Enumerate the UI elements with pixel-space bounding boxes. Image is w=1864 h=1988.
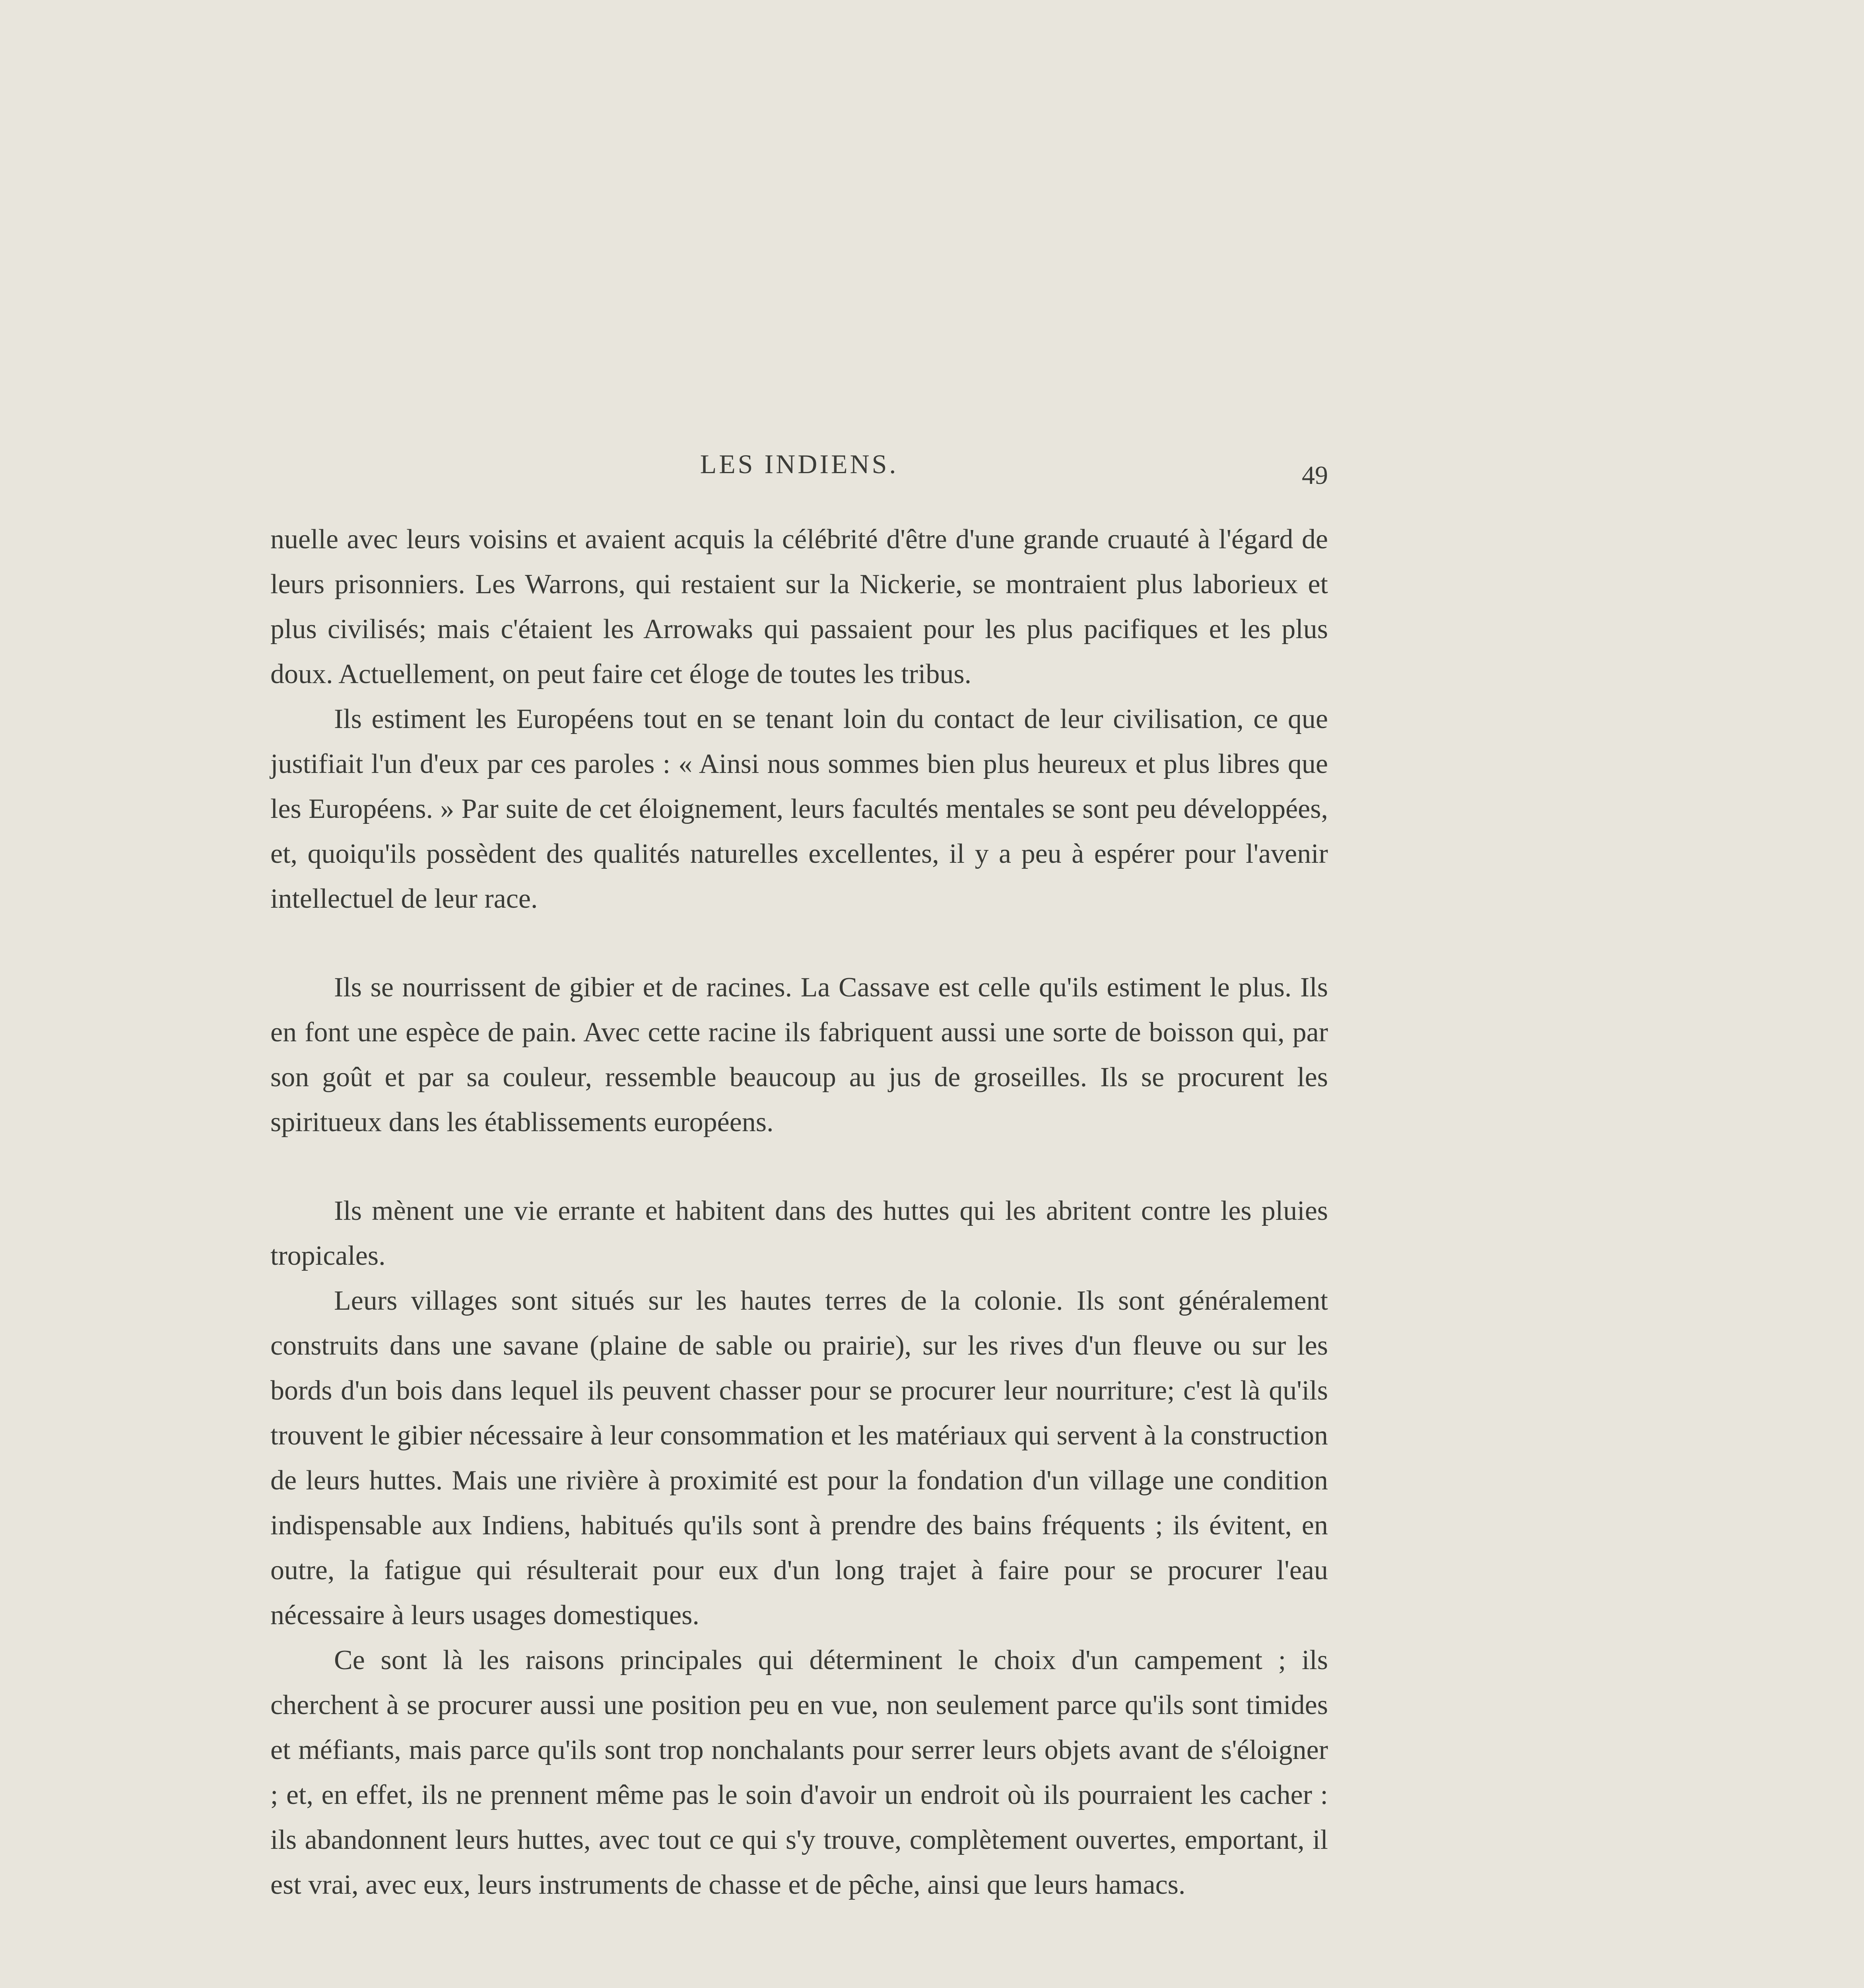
paragraph-europeens: Ils estiment les Européens tout en se tenant loin du contact de leur civilisation, ce que justifiait l'un d'eux par ces paroles : « Ainsi nous sommes bien plus heureux et plus libres que les Européens. » Par suite de cet éloignement, leurs facultés mentales se sont peu développées, et, quoiqu'ils possèdent des qualités naturelles excellentes, il y a peu à espérer pour l'avenir intellectuel de leur race.: [270, 704, 1328, 914]
page-number: 49: [1302, 461, 1328, 490]
paragraph-vie-errante: Ils mènent une vie errante et habitent dans des huttes qui les abritent contre les pluies tropicales.: [270, 1196, 1328, 1271]
paragraph-campement: Ce sont là les raisons principales qui déterminent le choix d'un campement ; ils cherchent à se procurer aussi une position peu en vue, non seulement parce qu'ils sont timides et méfiants, mais parce qu'ils sont trop nonchalants pour serrer leurs objets avant de s'éloigner ; et, en effet, ils ne prennent même pas le soin d'avoir un endroit où ils pourraient les cacher : ils abandonnent leurs huttes, avec tout ce qui s'y trouve, complètement ouvertes, emportant, il est vrai, avec eux, leurs instruments de chasse et de pêche, ainsi que leurs hamacs.: [270, 1645, 1328, 1900]
body-text: [270, 517, 1328, 1907]
paragraph-continuation: nuelle avec leurs voisins et avaient acquis la célébrité d'être d'une grande cruauté à l'égard de leurs prisonniers. Les Warrons, qui restaient sur la Nickerie, se montraient plus laborieux et plus civilisés; mais c'étaient les Arrowaks qui passaient pour les plus pacifiques et les plus doux. Actuellement, on peut faire cet éloge de toutes les tribus.: [270, 524, 1328, 689]
paragraph-villages: Leurs villages sont situés sur les hautes terres de la colonie. Ils sont généralement construits dans une savane (plaine de sable ou prairie), sur les rives d'un fleuve ou sur les bords d'un bois dans lequel ils peuvent chasser pour se procurer leur nourriture; c'est là qu'ils trouvent le gibier nécessaire à leur consommation et les matériaux qui servent à la construction de leurs huttes. Mais une rivière à proximité est pour la fondation d'un village une condition indispensable aux Indiens, habitués qu'ils sont à prendre des bains fréquents ; ils évitent, en outre, la fatigue qui résulterait pour eux d'un long trajet à faire pour se procurer l'eau nécessaire à leurs usages domestiques.: [270, 1285, 1328, 1631]
paragraph-nourriture: Ils se nourrissent de gibier et de racines. La Cassave est celle qu'ils estiment le plus. Ils en font une espèce de pain. Avec cette racine ils fabriquent aussi une sorte de boisson qui, par son goût et par sa couleur, ressemble beaucoup au jus de groseilles. Ils se procurent les spiritueux dans les établissements européens.: [270, 972, 1328, 1138]
running-header: [270, 445, 1328, 492]
running-head-title: LES INDIENS.: [700, 449, 899, 479]
